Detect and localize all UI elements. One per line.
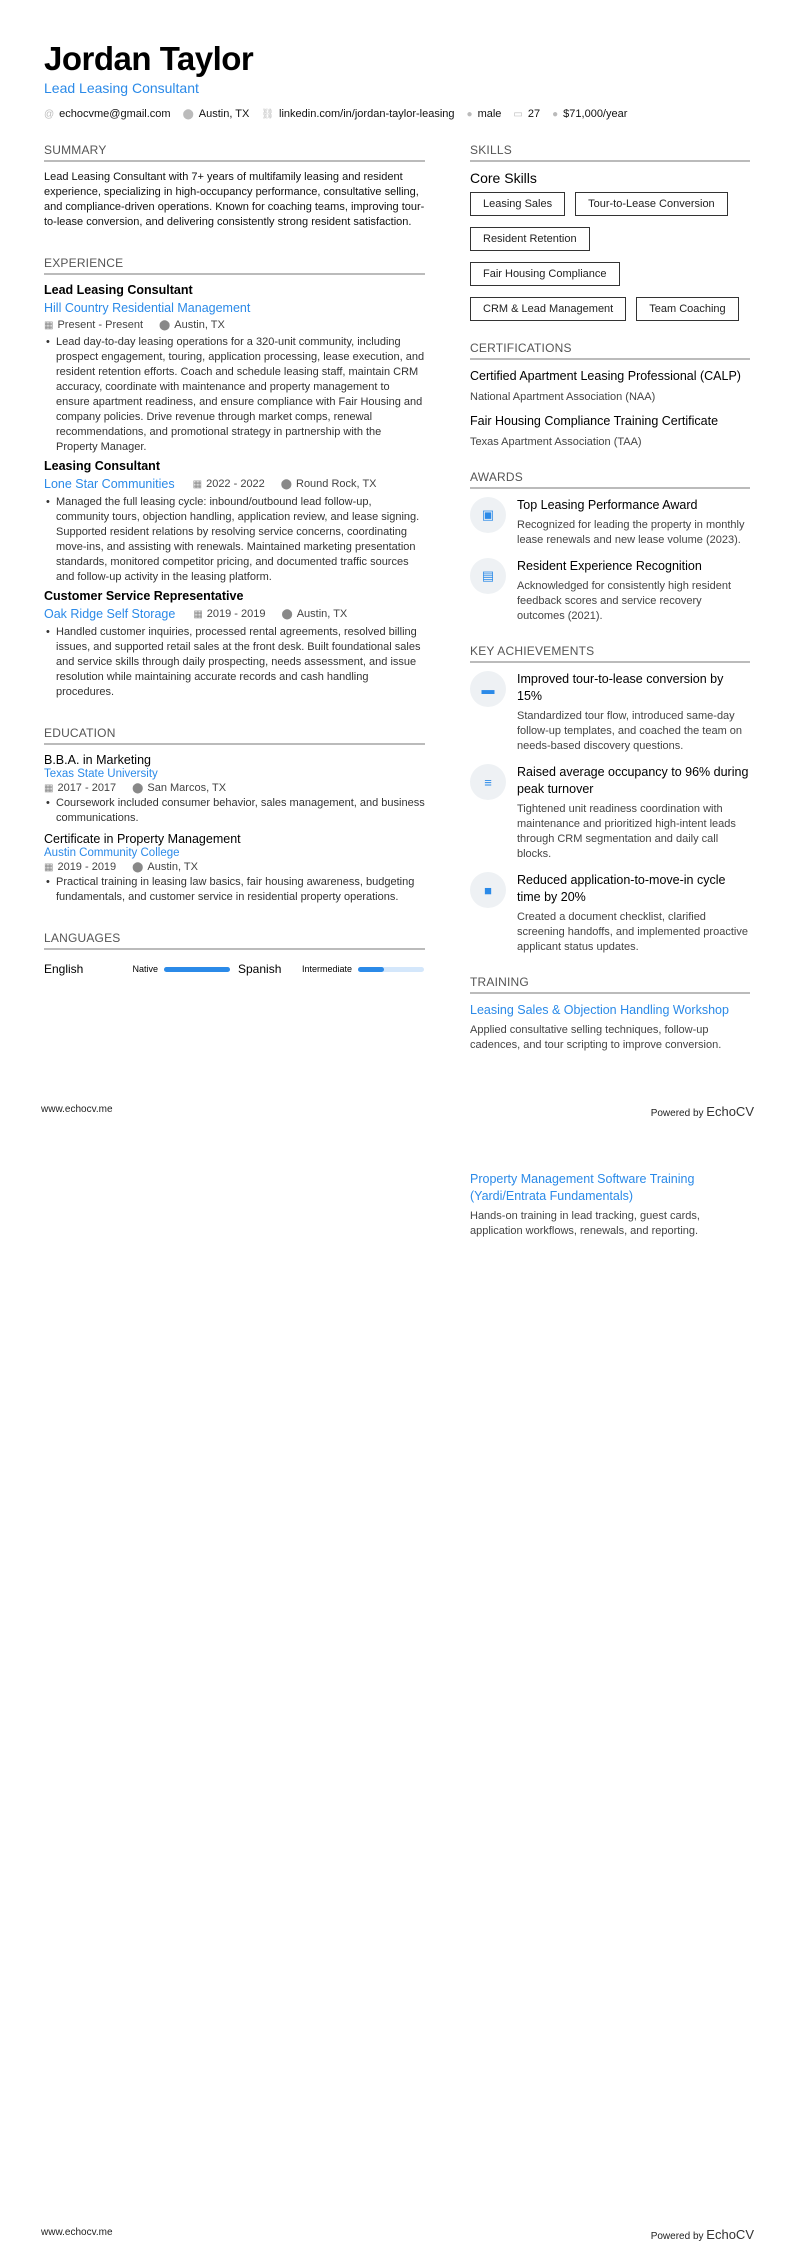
at-icon: @ xyxy=(44,109,55,120)
job-entry xyxy=(44,283,425,455)
section-heading: SKILLS xyxy=(470,143,750,162)
candidate-title: Lead Leasing Consultant xyxy=(44,80,199,96)
cert-name: Certified Apartment Leasing Professional (CALP) xyxy=(470,369,741,383)
achievements-section xyxy=(470,644,750,955)
achievement-title: Reduced application-to-move-in cycle time by 20% xyxy=(517,873,726,904)
calendar-icon: ▦ xyxy=(44,320,54,331)
proficiency-bar xyxy=(164,967,230,972)
summary-section xyxy=(44,143,425,230)
location: Austin, TX xyxy=(198,108,250,120)
school: Texas State University xyxy=(44,768,158,780)
award-item xyxy=(470,558,750,624)
candidate-name: Jordan Taylor xyxy=(44,40,254,77)
job-location: Austin, TX xyxy=(174,319,225,331)
language-level: Intermediate xyxy=(301,964,352,974)
job-entry xyxy=(44,589,425,700)
section-heading: LANGUAGES xyxy=(44,931,425,950)
calendar-icon: ▦ xyxy=(192,479,203,490)
section-heading: TRAINING xyxy=(470,975,750,994)
list-icon: ≡ xyxy=(470,764,506,800)
achievement-desc: Tightened unit readiness coordination with maintenance and prioritized high-intent leads through CRM segmentation and daily call blocks. xyxy=(517,803,736,860)
skill-tag: Team Coaching xyxy=(636,297,738,321)
job-dates: 2022 - 2022 xyxy=(206,478,265,490)
footer-powered xyxy=(651,2227,754,2242)
skill-group-title: Core Skills xyxy=(470,170,537,186)
training-continued xyxy=(470,1165,750,1239)
location-icon: ⬤ xyxy=(280,479,292,490)
cert-org: Texas Apartment Association (TAA) xyxy=(470,436,642,448)
job-location: Austin, TX xyxy=(296,608,348,620)
award-desc: Acknowledged for consistently high resident feedback scores and service recovery outcomes (2021). xyxy=(517,580,732,622)
job-entry xyxy=(44,459,425,585)
language-name: English xyxy=(44,962,84,976)
page-2 xyxy=(0,1123,794,2246)
card-icon: ▬ xyxy=(470,671,506,707)
achievement-title: Improved tour-to-lease conversion by 15% xyxy=(517,672,724,703)
location-icon: ⬤ xyxy=(159,320,171,331)
language-name: Spanish xyxy=(238,962,282,976)
calendar-icon: ▣ xyxy=(470,497,506,533)
contact-row xyxy=(44,108,627,120)
training-desc: Hands-on training in lead tracking, guest cards, application workflows, renewals, and reporting. xyxy=(470,1210,700,1237)
achievement-item xyxy=(470,764,750,862)
award-desc: Recognized for leading the property in monthly lease renewals and new lease volume (2023). xyxy=(517,519,745,546)
left-column xyxy=(44,143,425,1002)
achievement-title: Raised average occupancy to 96% during peak turnover xyxy=(517,765,749,796)
award-title: Resident Experience Recognition xyxy=(517,559,702,573)
training-desc: Applied consultative selling techniques, follow-up cadences, and tour scripting to improve conversion. xyxy=(470,1024,722,1051)
award-item xyxy=(470,497,750,548)
certifications-section xyxy=(470,341,750,448)
location-icon: ⬤ xyxy=(182,109,194,120)
company: Oak Ridge Self Storage xyxy=(44,607,176,621)
edu-bullet: • Coursework included consumer behavior, sales management, and business communications. xyxy=(44,796,425,826)
awards-section xyxy=(470,470,750,624)
section-heading: SUMMARY xyxy=(44,143,425,162)
person-icon: ● xyxy=(466,109,473,120)
education-entry xyxy=(44,832,425,905)
school: Austin Community College xyxy=(44,847,180,859)
skill-tag: Leasing Sales xyxy=(470,192,565,216)
skill-tag: Resident Retention xyxy=(470,227,590,251)
degree: Certificate in Property Management xyxy=(44,832,241,846)
language-level: Native xyxy=(132,964,158,974)
calendar-icon: ▭ xyxy=(513,109,523,120)
cert-org: National Apartment Association (NAA) xyxy=(470,391,656,403)
store-icon: ▤ xyxy=(470,558,506,594)
powered-by: Powered by xyxy=(650,1108,704,1119)
achievement-desc: Created a document checklist, clarified screening handoffs, and implemented proactive applicant status updates. xyxy=(517,911,748,953)
edu-bullet: • Practical training in leasing law basics, fair housing awareness, budgeting fundamentals, and customer service in residential property operations. xyxy=(44,875,425,905)
education-entry xyxy=(44,753,425,826)
company: Hill Country Residential Management xyxy=(44,301,251,315)
job-location: Round Rock, TX xyxy=(296,478,377,490)
money-icon: ● xyxy=(552,109,559,120)
job-title: Lead Leasing Consultant xyxy=(44,283,193,297)
award-title: Top Leasing Performance Award xyxy=(517,498,698,512)
training-title: Leasing Sales & Objection Handling Workshop xyxy=(470,1003,729,1017)
summary-text: Lead Leasing Consultant with 7+ years of multifamily leasing and resident experience, specializing in high-occupancy performance, consultative selling, and compliance-driven operations. Known for coaching teams, improving tour-to-lease conversion, and delivering consistently strong resident satisfaction. xyxy=(44,171,425,228)
degree: B.B.A. in Marketing xyxy=(44,753,151,767)
link-icon: ⛓ xyxy=(261,109,275,120)
skill-tag: Fair Housing Compliance xyxy=(470,262,620,286)
section-heading: AWARDS xyxy=(470,470,750,489)
proficiency-bar xyxy=(358,967,424,972)
brand-logo: EchoCV xyxy=(706,1104,754,1119)
linkedin[interactable]: linkedin.com/in/jordan-taylor-leasing xyxy=(279,108,455,120)
section-heading: KEY ACHIEVEMENTS xyxy=(470,644,750,663)
languages-section xyxy=(44,931,425,976)
company: Lone Star Communities xyxy=(44,477,175,491)
job-title: Customer Service Representative xyxy=(44,589,244,603)
edu-location: Austin, TX xyxy=(147,861,198,873)
powered-by: Powered by xyxy=(650,2231,704,2242)
experience-section xyxy=(44,256,425,700)
training-section xyxy=(470,975,750,1053)
footer-powered xyxy=(651,1104,754,1119)
edu-location: San Marcos, TX xyxy=(147,782,227,794)
achievement-item xyxy=(470,872,750,955)
achievement-desc: Standardized tour flow, introduced same-day follow-up templates, and coached the team on needs-based discovery questions. xyxy=(517,710,743,752)
edu-dates: 2017 - 2017 xyxy=(57,782,117,794)
job-bullet: • Handled customer inquiries, processed rental agreements, resolved billing issues, and supported retail sales at the front desk. Built foundational sales and service skills through daily prospecting, needs assessment, and issue resolution while maintaining accurate records and cash handling procedures. xyxy=(44,625,425,700)
job-title: Leasing Consultant xyxy=(44,459,160,473)
skill-tag: Tour-to-Lease Conversion xyxy=(575,192,728,216)
location-icon: ⬤ xyxy=(132,862,144,873)
section-heading: EXPERIENCE xyxy=(44,256,425,275)
salary: $71,000/year xyxy=(563,108,628,120)
footer-site[interactable]: www.echocv.me xyxy=(41,1104,113,1115)
location-icon: ⬤ xyxy=(281,609,293,620)
job-bullet: • Managed the full leasing cycle: inbound/outbound lead follow-up, community tours, objection handling, application review, and lease signing. Supported resident relations by resolving service concerns, coordinating move-ins, and assisting with renewals. Maintained marketing presentation standards, monitored competitor pricing, and documented traffic sources and follow-up activity in the leasing platform. xyxy=(44,495,425,585)
skills-section xyxy=(470,143,750,321)
section-heading: EDUCATION xyxy=(44,726,425,745)
chat-icon: ■ xyxy=(470,872,506,908)
gender: male xyxy=(477,108,502,120)
footer-site[interactable]: www.echocv.me xyxy=(41,2227,113,2238)
achievement-item xyxy=(470,671,750,754)
job-dates: 2019 - 2019 xyxy=(206,608,266,620)
language-item xyxy=(44,962,230,976)
email[interactable]: echocvme@gmail.com xyxy=(59,108,171,120)
section-heading: CERTIFICATIONS xyxy=(470,341,750,360)
skill-tag: CRM & Lead Management xyxy=(470,297,626,321)
job-dates: Present - Present xyxy=(57,319,144,331)
cert-name: Fair Housing Compliance Training Certificate xyxy=(470,414,719,428)
age: 27 xyxy=(527,108,541,120)
calendar-icon: ▦ xyxy=(44,862,54,873)
brand-logo: EchoCV xyxy=(706,2227,754,2242)
training-title: Property Management Software Training (Yardi/Entrata Fundamentals) xyxy=(470,1172,695,1203)
right-column xyxy=(470,143,750,1079)
job-bullet: • Lead day-to-day leasing operations for a 320-unit community, including prospect engagement, touring, application processing, lease execution, and resident retention efforts. Coach and schedule leasing staff, maintain CRM accuracy, coordinate with maintenance and property management to ensure apartment readiness, and ensure compliance with Fair Housing and company policies. Drive revenue through market comps, renewal recommendations, and promotional strategy in partnership with the Property Manager. xyxy=(44,335,425,455)
calendar-icon: ▦ xyxy=(193,609,203,620)
calendar-icon: ▦ xyxy=(44,783,54,794)
edu-dates: 2019 - 2019 xyxy=(57,861,117,873)
language-item xyxy=(238,962,424,976)
education-section xyxy=(44,726,425,905)
location-icon: ⬤ xyxy=(132,783,144,794)
